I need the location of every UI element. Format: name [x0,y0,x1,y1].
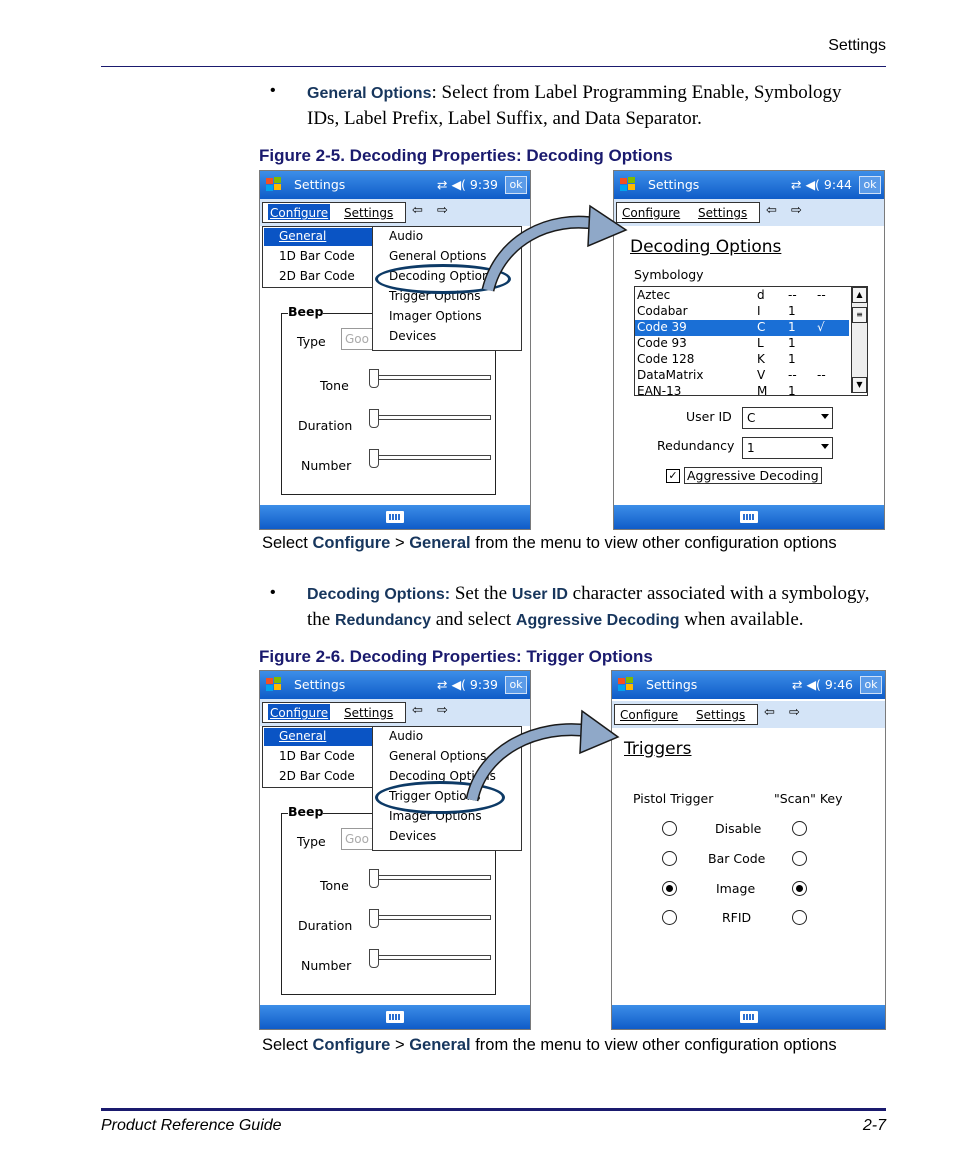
volume-icon[interactable]: ◀( [805,177,820,192]
page-number: 2-7 [862,1117,886,1134]
duration-slider[interactable] [371,915,491,920]
duration-slider[interactable] [371,415,491,420]
status-area [437,677,498,692]
beep-label: Beep [288,304,324,319]
figure-2-5-caption: Figure 2-5. Decoding Properties: Decoding Options [259,146,673,165]
title-bar [614,171,884,199]
menu-box [262,702,406,723]
menu-box [616,202,760,223]
list-item[interactable]: Aztec d -- -- [637,288,826,302]
tone-label: Tone [320,378,349,393]
scroll-up-icon[interactable]: ▲ [852,287,867,303]
bullet-general-options [307,80,877,131]
duration-slider-thumb[interactable] [369,409,379,428]
menu-item-2d-bar-code[interactable]: 2D Bar Code [279,769,355,783]
menu-settings[interactable]: Settings [696,708,746,722]
status-area [791,177,852,192]
submenu-devices[interactable]: Devices [389,329,437,343]
title-bar [612,671,885,699]
list-item[interactable]: DataMatrix V -- -- [637,368,826,382]
menu-box [262,202,406,223]
forward-arrow-icon[interactable]: ⇨ [437,203,448,218]
pistol-radio-rfid[interactable] [662,910,677,925]
back-arrow-icon[interactable]: ⇦ [764,705,775,720]
aggressive-decoding-checkbox[interactable]: ✓ [666,469,680,483]
menu-configure[interactable]: Configure [270,206,329,220]
curved-arrow-icon [480,200,630,300]
figure-2-6-caption: Figure 2-6. Decoding Properties: Trigger Options [259,647,653,666]
ok-button[interactable]: ok [860,676,882,694]
window-title: Settings [294,677,346,692]
scroll-down-icon[interactable]: ▼ [852,377,867,393]
number-slider[interactable] [371,955,491,960]
redundancy-label: Redundancy [657,438,735,453]
connectivity-icon[interactable]: ⇄ [436,677,448,692]
forward-arrow-icon[interactable]: ⇨ [437,703,448,718]
submenu-general-options[interactable]: General Options [389,749,487,763]
submenu-decoding-options[interactable]: Decoding Options [389,769,496,783]
clock: 9:46 [824,677,853,692]
forward-arrow-icon[interactable]: ⇨ [791,203,802,218]
scan-key-label: "Scan" Key [774,791,843,806]
figure-2-6-select-caption: Select Configure > General from the menu to view other configuration options [262,1036,837,1054]
volume-icon[interactable]: ◀( [451,677,466,692]
pistol-radio-image[interactable] [662,881,677,896]
menu-configure[interactable]: Configure [622,206,681,220]
submenu-imager-options[interactable]: Imager Options [389,309,482,323]
list-item[interactable]: Codabar I 1 [637,304,796,318]
windows-start-icon[interactable] [617,676,635,694]
keyboard-icon[interactable] [386,1011,404,1023]
scan-radio-image[interactable] [792,881,807,896]
user-id-value: C [747,411,756,425]
number-label: Number [301,458,352,473]
type-label: Type [297,334,326,349]
submenu-audio[interactable]: Audio [389,729,424,743]
footer-rule [101,1108,886,1111]
forward-arrow-icon[interactable]: ⇨ [789,705,800,720]
menu-settings[interactable]: Settings [344,706,394,720]
duration-label: Duration [298,418,353,433]
running-header: Settings [828,37,886,54]
tone-label: Tone [320,878,349,893]
submenu-general-options[interactable]: General Options [389,249,487,263]
curved-arrow-icon [462,705,622,810]
beep-label: Beep [288,804,324,819]
volume-icon[interactable]: ◀( [806,677,821,692]
ok-button[interactable]: ok [859,176,881,194]
scroll-thumb[interactable]: ≡ [852,307,867,323]
windows-start-icon[interactable] [265,676,283,694]
list-item[interactable]: Code 128 K 1 [637,352,796,366]
number-label: Number [301,958,352,973]
symbology-list[interactable] [634,286,868,396]
type-select[interactable]: Goo [341,828,386,850]
submenu-decoding-options[interactable]: Decoding Options [389,269,496,283]
screen-decoding-options [613,170,885,530]
duration-slider-thumb[interactable] [369,909,379,928]
ok-button[interactable]: ok [505,176,527,194]
general-dropdown [262,226,375,288]
menu-bar [612,701,885,728]
aggressive-decoding-label[interactable]: Aggressive Decoding [684,467,822,484]
tone-slider-thumb[interactable] [369,869,379,888]
window-title: Settings [646,677,698,692]
user-id-select[interactable] [742,407,833,429]
bullet-general-text: : Select from Label Programming Enable, Symbology IDs, Label Prefix, Label Suffix, and Data Separator. [307,82,842,129]
screen-triggers [611,670,886,1030]
number-slider-thumb[interactable] [369,949,379,968]
list-item[interactable]: EAN-13 M 1 [637,384,796,396]
status-area [437,177,498,192]
type-label: Type [297,834,326,849]
list-item-selected[interactable]: Code 39 C 1 √ [635,320,849,336]
menu-item-1d-bar-code[interactable]: 1D Bar Code [279,749,355,763]
submenu-trigger-options[interactable]: Trigger Options [389,289,481,303]
keyboard-icon[interactable] [386,511,404,523]
bottom-bar [612,1005,885,1029]
submenu-audio[interactable]: Audio [389,229,424,243]
option-disable-label: Disable [715,821,762,836]
bottom-bar [260,505,530,529]
menu-item-general[interactable]: General [279,229,327,243]
connectivity-icon[interactable]: ⇄ [791,677,803,692]
title-bar [260,671,530,699]
menu-configure[interactable]: Configure [620,708,679,722]
keyword-general-options: General Options [307,85,432,102]
tone-slider-thumb[interactable] [369,369,379,388]
bottom-bar [260,1005,530,1029]
windows-start-icon[interactable] [265,176,283,194]
number-slider[interactable] [371,455,491,460]
pistol-radio-bar-code[interactable] [662,851,677,866]
keyboard-icon[interactable] [740,511,758,523]
connectivity-icon[interactable]: ⇄ [790,177,802,192]
menu-item-1d-bar-code[interactable]: 1D Bar Code [279,249,355,263]
clock: 9:44 [823,177,852,192]
list-item[interactable]: Code 93 L 1 [637,336,796,350]
header-rule [101,66,886,67]
volume-icon[interactable]: ◀( [451,177,466,192]
submenu-imager-options[interactable]: Imager Options [389,809,482,823]
redundancy-select[interactable] [742,437,833,459]
bullet-dot: • [270,82,276,99]
connectivity-icon[interactable]: ⇄ [436,177,448,192]
bottom-bar [614,505,884,529]
menu-settings[interactable]: Settings [344,206,394,220]
clock: 9:39 [469,177,498,192]
scan-radio-rfid[interactable] [792,910,807,925]
dropdown-arrow-icon [821,444,829,449]
dropdown-arrow-icon [821,414,829,419]
option-bar-code-label: Bar Code [708,851,766,866]
status-area [792,677,853,692]
type-select[interactable]: Goo [341,328,386,350]
back-arrow-icon[interactable]: ⇦ [412,203,423,218]
keyboard-icon[interactable] [740,1011,758,1023]
tone-slider[interactable] [371,375,491,380]
menu-bar [614,199,884,226]
clock: 9:39 [469,677,498,692]
bullet-dot: • [270,584,276,601]
option-image-label: Image [716,881,756,896]
menu-box [614,704,758,725]
back-arrow-icon[interactable]: ⇦ [766,203,777,218]
footer-guide-title: Product Reference Guide [101,1117,282,1134]
page-heading: Decoding Options [630,237,782,257]
user-id-label: User ID [686,409,732,424]
menu-item-2d-bar-code[interactable]: 2D Bar Code [279,269,355,283]
symbology-label: Symbology [634,267,704,282]
number-slider-thumb[interactable] [369,449,379,468]
pistol-trigger-label: Pistol Trigger [633,791,714,806]
scan-radio-disable[interactable] [792,821,807,836]
option-rfid-label: RFID [722,910,752,925]
title-bar [260,171,530,199]
window-title: Settings [648,177,700,192]
windows-start-icon[interactable] [619,176,637,194]
submenu-devices[interactable]: Devices [389,829,437,843]
submenu-trigger-options[interactable]: Trigger Options [389,789,481,803]
menu-settings[interactable]: Settings [698,206,748,220]
ok-button[interactable]: ok [505,676,527,694]
scan-radio-bar-code[interactable] [792,851,807,866]
figure-2-5-select-caption: Select Configure > General from the menu to view other configuration options [262,534,837,552]
tone-slider[interactable] [371,875,491,880]
menu-configure[interactable]: Configure [270,706,329,720]
page-heading: Triggers [624,739,692,759]
pistol-radio-disable[interactable] [662,821,677,836]
back-arrow-icon[interactable]: ⇦ [412,703,423,718]
duration-label: Duration [298,918,353,933]
menu-item-general[interactable]: General [279,729,327,743]
general-dropdown [262,726,375,788]
window-title: Settings [294,177,346,192]
scrollbar[interactable] [851,287,867,393]
bullet-decoding-options: Decoding Options: Set the User ID character associated with a symbology, the Redundancy and select Aggressive Decoding when available. [307,583,870,630]
redundancy-value: 1 [747,441,755,455]
